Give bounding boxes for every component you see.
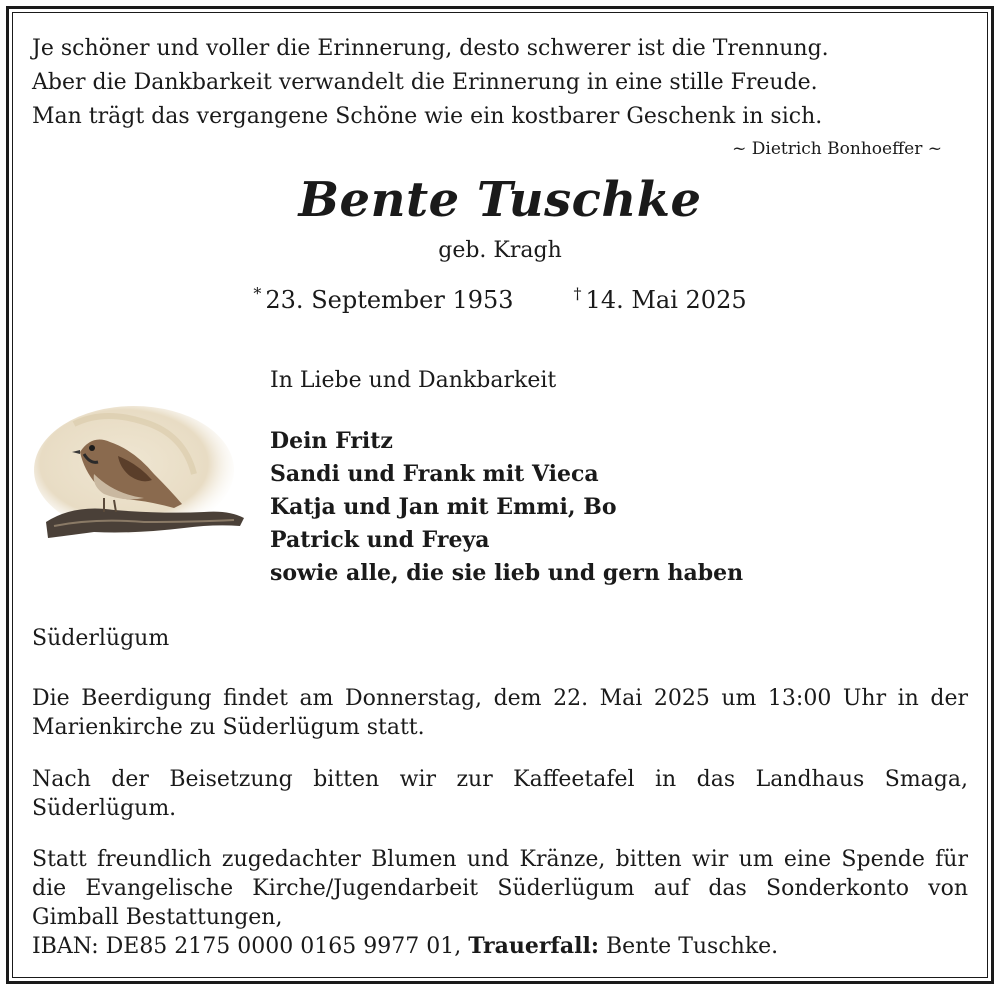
death-cross-icon: †	[573, 284, 582, 303]
quote-line-1: Je schöner und voller die Erinnerung, desto schwerer ist die Trennung.	[32, 36, 829, 61]
quote-line-2: Aber die Dankbarkeit verwandelt die Erinnerung in eine stille Freude.	[32, 70, 818, 95]
birth-star-icon: *	[253, 284, 262, 303]
mourner-line: Patrick und Freya	[270, 527, 490, 553]
donation-info	[32, 845, 968, 961]
place: Süderlügum	[32, 626, 170, 651]
sparrow-on-branch-illustration	[34, 404, 250, 550]
mourner-line: Dein Fritz	[270, 428, 393, 454]
quote-line-3: Man trägt das vergangene Schöne wie ein kostbarer Geschenk in sich.	[32, 104, 823, 129]
birth-date: 23. September 1953	[265, 286, 514, 314]
dedication: In Liebe und Dankbarkeit	[270, 368, 557, 393]
mourner-line: Sandi und Frank mit Vieca	[270, 461, 599, 487]
deceased-name: Bente Tuschke	[298, 172, 702, 228]
iban: IBAN: DE85 2175 0000 0165 9977 01,	[32, 934, 462, 959]
funeral-info: Die Beerdigung findet am Donnerstag, dem 22. Mai 2025 um 13:00 Uhr in der Marienkirche zu Süderlügum statt.	[32, 686, 968, 740]
mourner-line: sowie alle, die sie lieb und gern haben	[270, 560, 744, 586]
case-name: Bente Tuschke.	[605, 934, 779, 959]
quote-author: ~ Dietrich Bonhoeffer ~	[732, 139, 942, 159]
mourner-line: Katja und Jan mit Emmi, Bo	[270, 494, 617, 520]
donation-text: Statt freundlich zugedachter Blumen und Kränze, bitten wir um eine Spende für die Evangelische Kirche/Jugendarbeit Süderlügum auf das Sonderkonto von Gimball Bestattungen,	[32, 847, 968, 930]
death-date: 14. Mai 2025	[585, 286, 747, 314]
life-dates	[0, 284, 1000, 314]
maiden-name: geb. Kragh	[438, 238, 562, 263]
reception-info: Nach der Beisetzung bitten wir zur Kaffeetafel in das Landhaus Smaga, Süderlügum.	[32, 767, 968, 821]
case-label: Trauerfall:	[468, 933, 599, 959]
mourners-list	[270, 425, 743, 590]
